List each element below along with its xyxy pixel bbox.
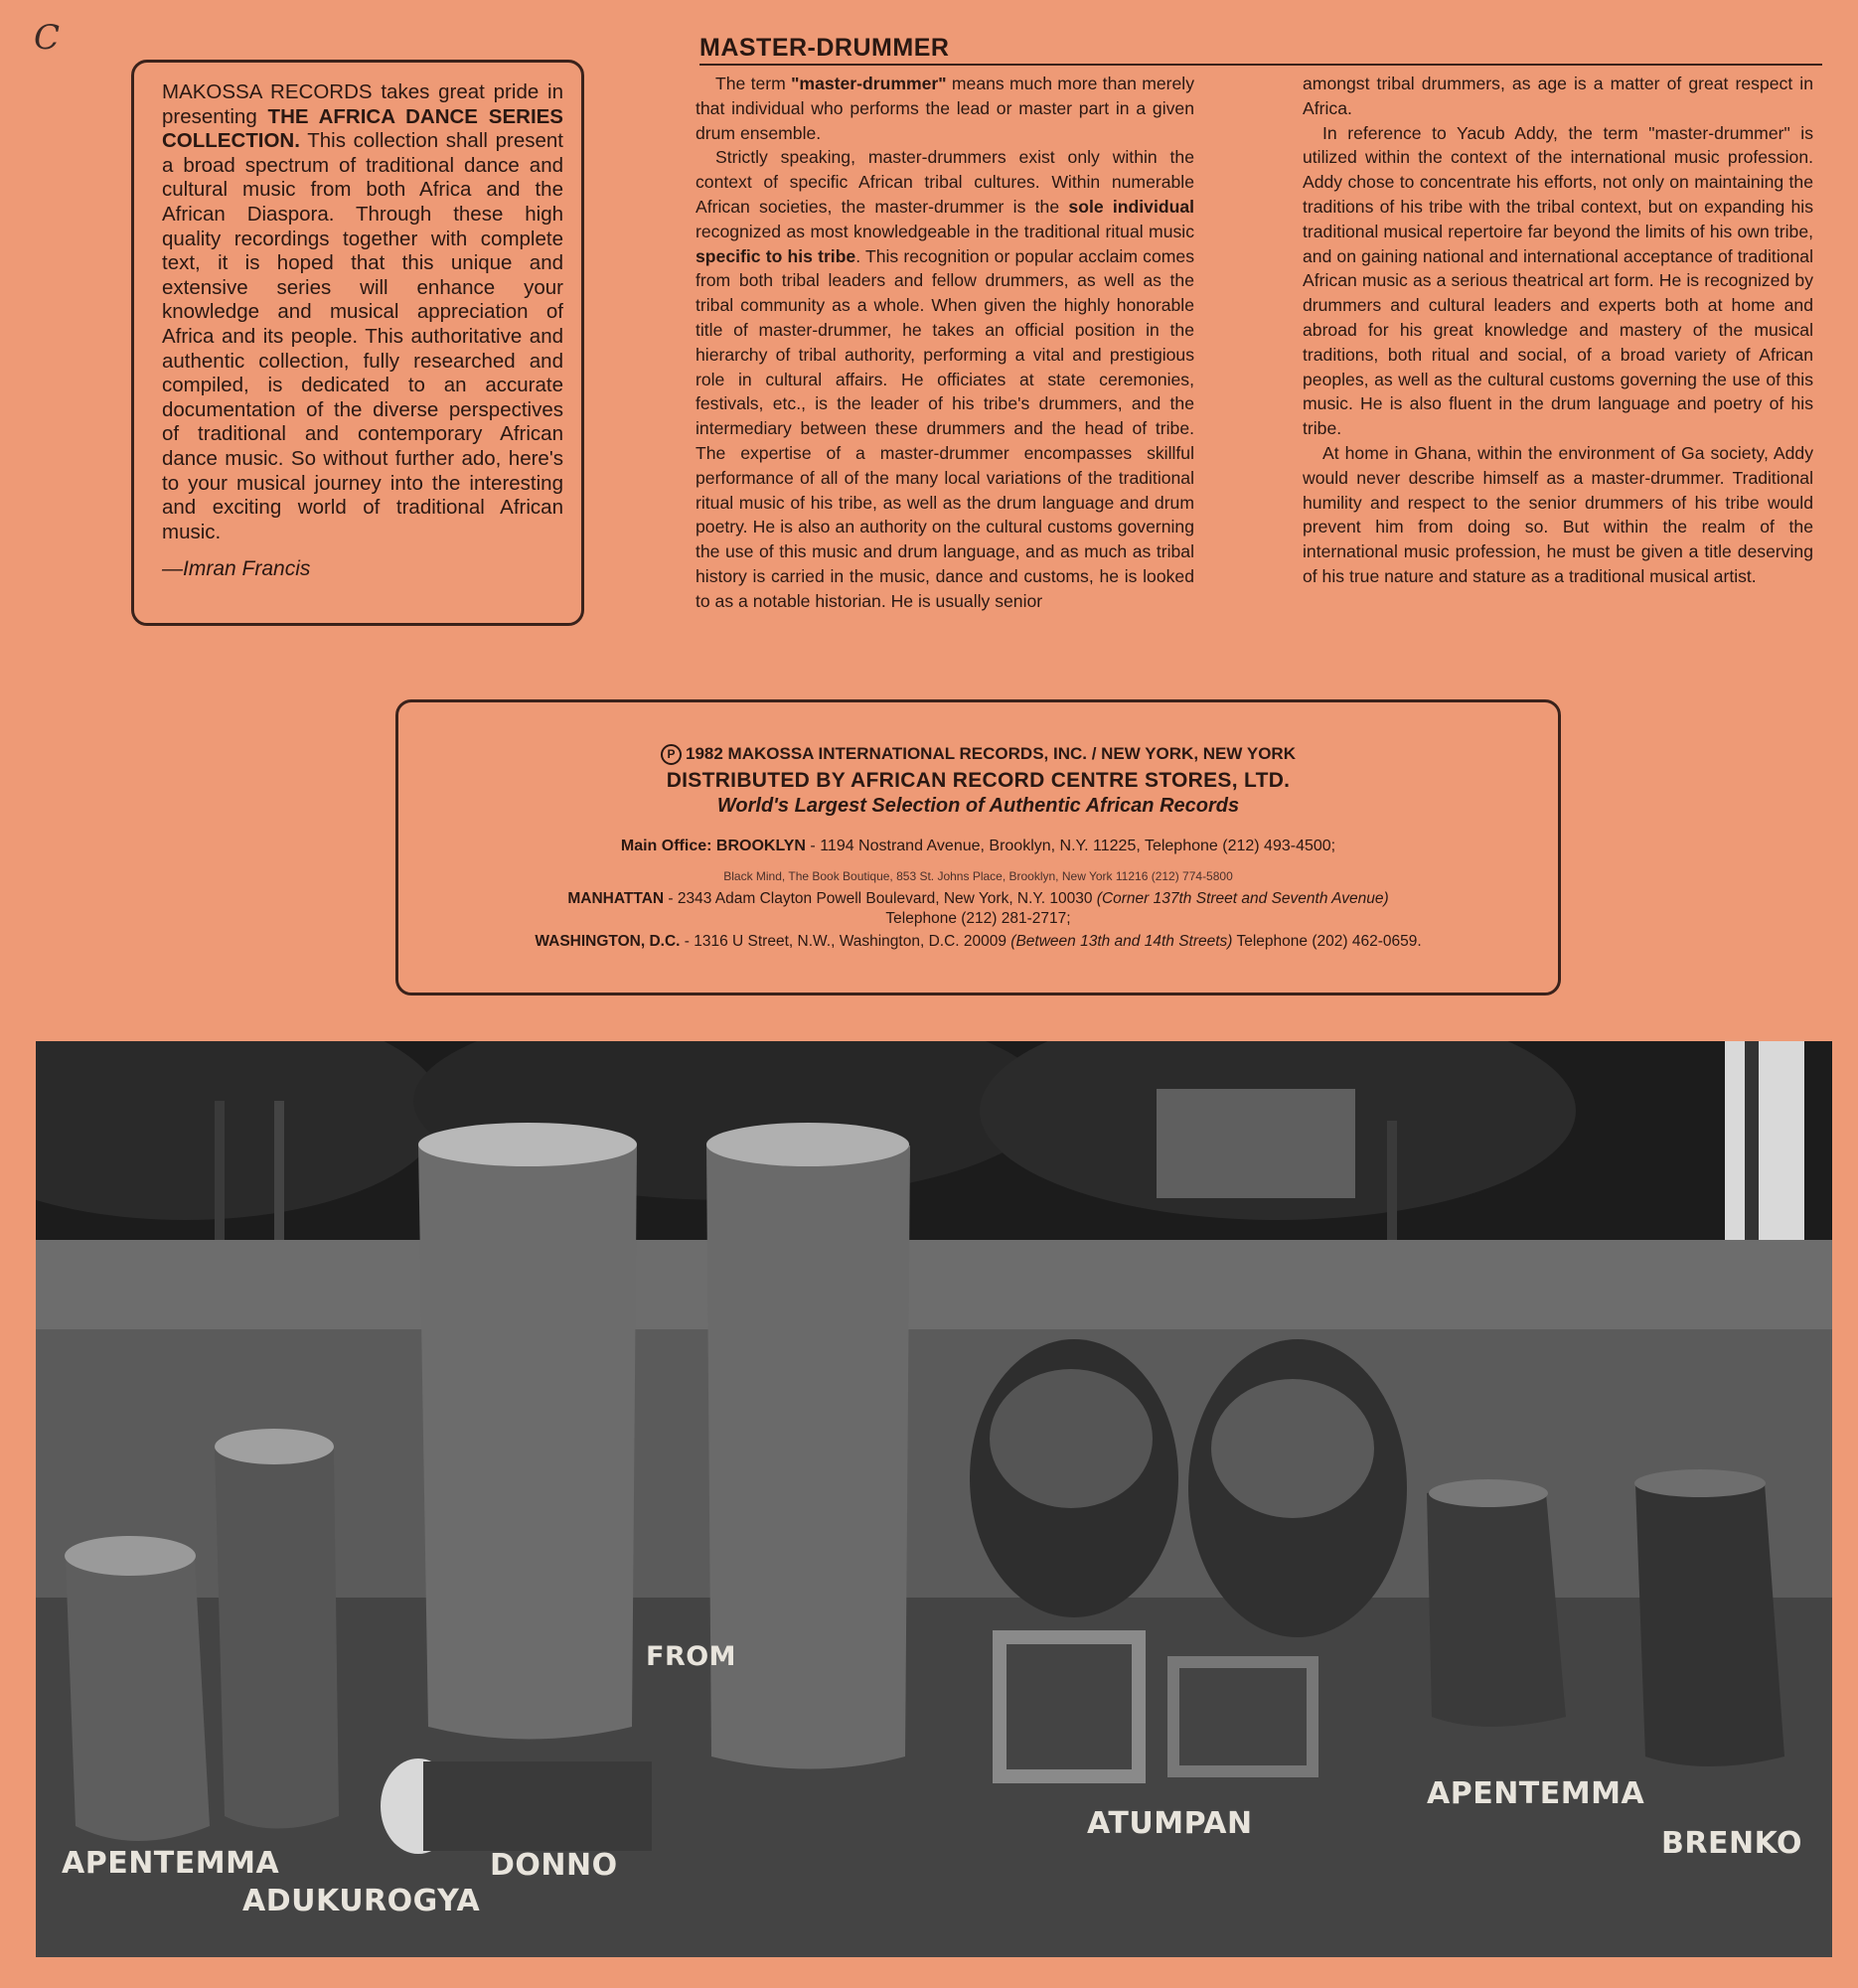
label-donno: DONNO xyxy=(490,1848,618,1883)
label-from: FROM xyxy=(646,1641,737,1672)
text-column-2 xyxy=(1303,72,1813,589)
intro-paragraph: MAKOSSA RECORDS takes great pride in presenting THE AFRICA DANCE SERIES COLLECTION. This collection shall present a broad spectrum of traditional dance and cultural music from both Africa and the African Diaspora. Through these high quality recordings together with complete text, it is hoped that this unique and extensive series will enhance your knowledge and musical appreciation of Africa and its people. This authoritative and authentic collection, fully researched and compiled, is dedicated to an accurate documentation of the diverse perspectives of traditional and contemporary African dance music. So without further ado, here's to your musical journey into the interesting and exciting world of traditional African music. xyxy=(162,80,563,543)
manhattan-line: MANHATTAN - 2343 Adam Clayton Powell Boulevard, New York, N.Y. 10030 (Corner 137th Street and Seventh Avenue) Telephone (212) 281-2717; xyxy=(567,890,1389,928)
drums-illustration xyxy=(36,1041,1832,1957)
label-apentemma-left: APENTEMMA xyxy=(62,1846,280,1881)
distributor-line: DISTRIBUTED BY AFRICAN RECORD CENTRE STORES, LTD. xyxy=(666,769,1291,793)
main-office-line: Main Office: BROOKLYN - 1194 Nostrand Avenue, Brooklyn, N.Y. 11225, Telephone (212) 493-4500; xyxy=(620,838,1336,855)
series-name: THE AFRICA DANCE SERIES COLLECTION. xyxy=(162,104,563,153)
paragraph: amongst tribal drummers, as age is a matter of great respect in Africa. xyxy=(1303,74,1813,118)
distribution-box xyxy=(395,699,1561,995)
tagline: World's Largest Selection of Authentic African Records xyxy=(716,795,1240,818)
corner-mark: C xyxy=(34,18,61,58)
copyright-line: P 1982 MAKOSSA INTERNATIONAL RECORDS, INC. / NEW YORK, NEW YORK xyxy=(398,744,1558,765)
paragraph: At home in Ghana, within the environment of Ga society, Addy would never describe himself as a master-drummer. Traditional humility and respect to the senior drummers of his tribe would prevent him from doing so. But within the realm of the international music profession, he must be given a title deserving of his true nature and stature as a traditional musical artist. xyxy=(1303,442,1813,586)
phonogram-icon: P xyxy=(661,744,682,765)
intro-box xyxy=(131,60,584,626)
washington-line: WASHINGTON, D.C. - 1316 U Street, N.W., Washington, D.C. 20009 (Between 13th and 14th Streets) Telephone (202) 462-0659. xyxy=(535,933,1422,951)
paragraph: Strictly speaking, master-drummers exist only within the context of specific African tribal cultures. Within numerable African societies, the master-drummer is the sole individual recognized as most knowledgeable in the traditional ritual music specific to his tribe. This recognition or popular acclaim comes from both tribal leaders and fellow drummers, as well as the tribal community as a whole. When given the highly honorable title of master-drummer, he takes an official position in the hierarchy of tribal authority, performing a vital and prestigious role in cultural affairs. He officiates at state ceremonies, festivals, etc., is the leader of his tribe's drummers, and the intermediary between these drummers and the head of tribe. The expertise of a master-drummer encompasses skillful performance of all of the many local variations of the traditional ritual music of his tribe, as well as the drum language and drum poetry. He is also an authority on the cultural customs governing the use of this music and drum language, and as much as tribal history is carried in the music, dance and customs, he is looked to as a notable historian. He is usually senior xyxy=(696,147,1195,611)
intro-signature: —Imran Francis xyxy=(162,557,311,581)
label-atumpan: ATUMPAN xyxy=(1087,1806,1253,1841)
paragraph: In reference to Yacub Addy, the term "master-drummer" is utilized within the context of the international music profession. Addy chose to concentrate his efforts, not only on maintaining the traditions of his tribe with the tribal context, but on expanding his traditional musical repertoire far beyond the limits of his own tribe, and on gaining national and international acceptance of traditional African music as a serious theatrical art form. He is recognized by drummers and cultural leaders and experts both at home and abroad for his great knowledge and mastery of the musical traditions, both ritual and social, of a broad variety of African peoples, as well as the cultural customs governing the use of this music. He is also fluent in the drum language and poetry of his tribe. xyxy=(1303,122,1813,439)
black-mind-line: Black Mind, The Book Boutique, 853 St. Johns Place, Brooklyn, New York 11216 (212) 774-5800 xyxy=(723,869,1233,884)
label-brenko: BRENKO xyxy=(1661,1826,1802,1861)
section-title: MASTER-DRUMMER xyxy=(699,34,1822,66)
text-column-1 xyxy=(696,72,1194,614)
label-apentemma-right: APENTEMMA xyxy=(1427,1776,1645,1811)
paragraph: The term "master-drummer" means much more than merely that individual who performs the lead or master part in a given drum ensemble. xyxy=(696,74,1195,143)
label-adukurogya: ADUKUROGYA xyxy=(242,1884,481,1918)
drums-photo xyxy=(36,1041,1832,1957)
